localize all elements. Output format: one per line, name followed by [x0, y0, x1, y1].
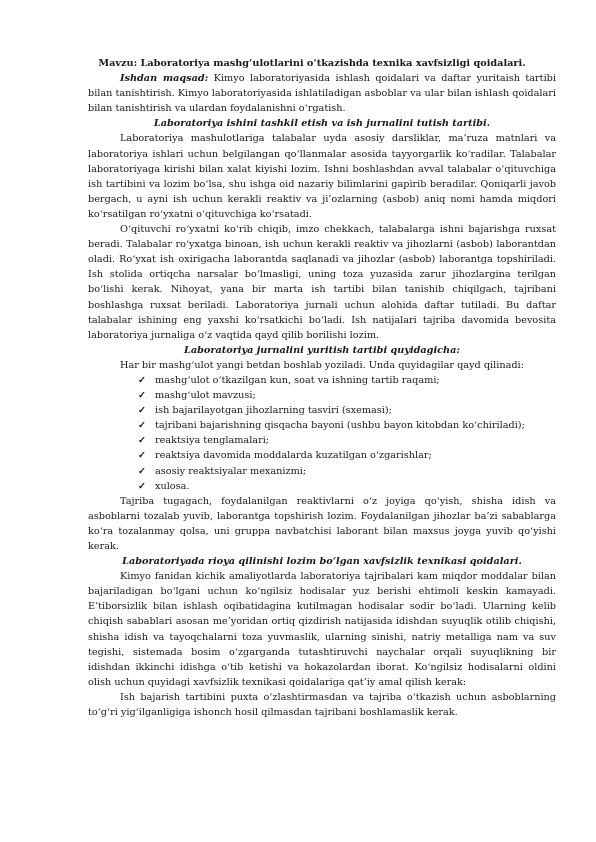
paragraph-4: Kimyo fanidan kichik amaliyotlarda laboratoriya tajribalari kam miqdor moddalar bilan bajariladigan bo‘lgani uchun ko‘ngilsiz hodisalar yuz berishi ehtimoli keskin kamayadi. E’tiborsizlik bilan ishlash oqibatidagina kutilmagan hodisalar sodir bo‘ladi. Ularning kelib chiqish sabablari asosan me’yoridan ortiq qizdirish natijasida idishdan suyuqlik otilib chiqishi, shisha idish va tayoqchalarni toza yuvmaslik, ularning sinishi, natriy metalliga nam va suv tegishi, sistemada bosim o‘zgarganda tutashtiruvchi naychalar orqali suyuqlikning bir idishdan ikkinchi idishga o‘tib ketishi va hokazolardan iborat. Ko‘ngilsiz hodisalarni oldini olish uchun quyidagi xavfsizlik texnikasi qoidalariga qat’iy amal qilish kerak:	[88, 571, 556, 688]
section-heading-3: Laboratoriyada rioya qilinishi lozim bo‘lgan xavfsizlik texnikasi qoidalari.	[122, 556, 522, 568]
goal-label: Ishdan maqsad:	[120, 73, 209, 85]
document-title: Mavzu: Laboratoriya mashg‘ulotlarini o‘tkazishda texnika xavfsizligi qoidalari.	[98, 58, 526, 69]
list-item	[138, 464, 556, 479]
checkmark-icon: ✓	[138, 450, 147, 462]
list-item	[138, 403, 556, 418]
document-page	[88, 56, 556, 720]
checkmark-icon: ✓	[138, 465, 147, 477]
list-intro: Har bir mashg‘ulot yangi betdan boshlab yoziladi. Unda quyidagilar qayd qilinadi:	[120, 359, 524, 371]
list-item-text: tajribani bajarishning qisqacha bayoni (ushbu bayon kitobdan ko‘chiriladi);	[155, 420, 525, 432]
goal-text: Kimyo laboratoriyasida ishlash qoidalari va daftar yuritaish tartibi bilan tanishtirish. Kimyo laboratoriyasida ishlatiladigan asboblar va ular bilan ishlash qoidalari bilan tanishtirish va ulardan foydalanishni o‘rgatish.	[88, 73, 556, 115]
paragraph-5: Ish bajarish tartibini puxta o‘zlashtirmasdan va tajriba o‘tkazish uchun asboblarning to‘g‘ri yig‘ilganligiga ishonch hosil qilmasdan tajribani boshlamaslik kerak.	[88, 691, 556, 719]
list-item-text: asosiy reaktsiyalar mexanizmi;	[155, 465, 307, 477]
list-item	[138, 448, 556, 463]
checkmark-icon: ✓	[138, 390, 147, 402]
list-item-text: reaktsiya tenglamalari;	[155, 435, 270, 447]
paragraph-1: Laboratoriya mashulotlariga talabalar uyda asosiy darsliklar, ma’ruza matnlari va laboratoriya ishlari uchun belgilangan qo‘llanmalar asosida tayyorgarlik ko‘radilar. Talabalar laboratoriyaga kirishi bilan xalat kiyishi lozim. Ishni boshlashdan avval talabalar o‘qituvchiga ish tartibini va lozim bo‘lsa, shu ishga oid nazariy bilimlarini gapirib beradilar. Qoniqarli javob bergach, u ayni ish uchun kerakli reaktiv va ji’ozlarning (asbob) aniq nomi hamda miqdori ko‘rsatilgan ro‘yxatni o‘qituvchiga ko‘rsatadi.	[88, 133, 556, 220]
journal-checklist	[88, 373, 556, 494]
list-item-text: reaktsiya davomida moddalarda kuzatilgan o‘zgarishlar;	[155, 450, 432, 462]
list-item	[138, 388, 556, 403]
paragraph-2: O‘qituvchi ro‘yxatni ko‘rib chiqib, imzo chekkach, talabalarga ishni bajarishga ruxsat beradi. Talabalar ro‘yxatga binoan, ish uchun kerakli reaktiv va jihozlarni (asbob) laborantdan oladi. Ro‘yxat ish oxirigacha laborantda saqlanadi va jihozlar (asbob) laborantga topshiriladi. Ish stolida ortiqcha narsalar bo‘lmasligi, uning toza yuzasida zarur jihozlargina terilgan bo‘lishi kerak. Nihoyat, yana bir marta ish tartibi bilan tanishib chiqilgach, tajribani boshlashga ruxsat beriladi. Laboratoriya jurnali uchun alohida daftar tutiladi. Bu daftar talabalar ishining eng yaxshi ko‘rsatkichi bo‘ladi. Ish natijalari tajriba davomida bevosita laboratoriya jurnaliga o‘z vaqtida qayd qilib borilishi lozim.	[88, 224, 556, 341]
list-item	[138, 479, 556, 494]
list-item-text: mashg‘ulot o‘tkazilgan kun, soat va ishning tartib raqami;	[155, 374, 440, 386]
checkmark-icon: ✓	[138, 480, 147, 492]
list-item-text: mashg‘ulot mavzusi;	[155, 390, 256, 402]
checkmark-icon: ✓	[138, 405, 147, 417]
list-item	[138, 373, 556, 388]
checkmark-icon: ✓	[138, 435, 147, 447]
section-heading-2: Laboratoriya jurnalini yuritish tartibi quyidagicha:	[184, 344, 460, 356]
list-item	[138, 433, 556, 448]
checkmark-icon: ✓	[138, 420, 147, 432]
goal-paragraph	[88, 71, 556, 116]
list-item-text: xulosa.	[155, 480, 190, 492]
section-heading-1: Laboratoriya ishini tashkil etish va ish jurnalini tutish tartibi.	[153, 118, 491, 130]
list-item	[138, 418, 556, 433]
list-item-text: ish bajarilayotgan jihozlarning tasviri (sxemasi);	[155, 405, 392, 417]
paragraph-3: Tajriba tugagach, foydalanilgan reaktivlarni o‘z joyiga qo‘yish, shisha idish va asboblarni tozalab yuvib, laborantga topshirish lozim. Foydalanilgan jihozlar ba’zi sabablarga ko‘ra tozalanmay qolsa, uni gruppa navbatchisi laborant bilan maxsus joyga yuvib qo‘yishi kerak.	[88, 495, 556, 552]
checkmark-icon: ✓	[138, 374, 147, 386]
